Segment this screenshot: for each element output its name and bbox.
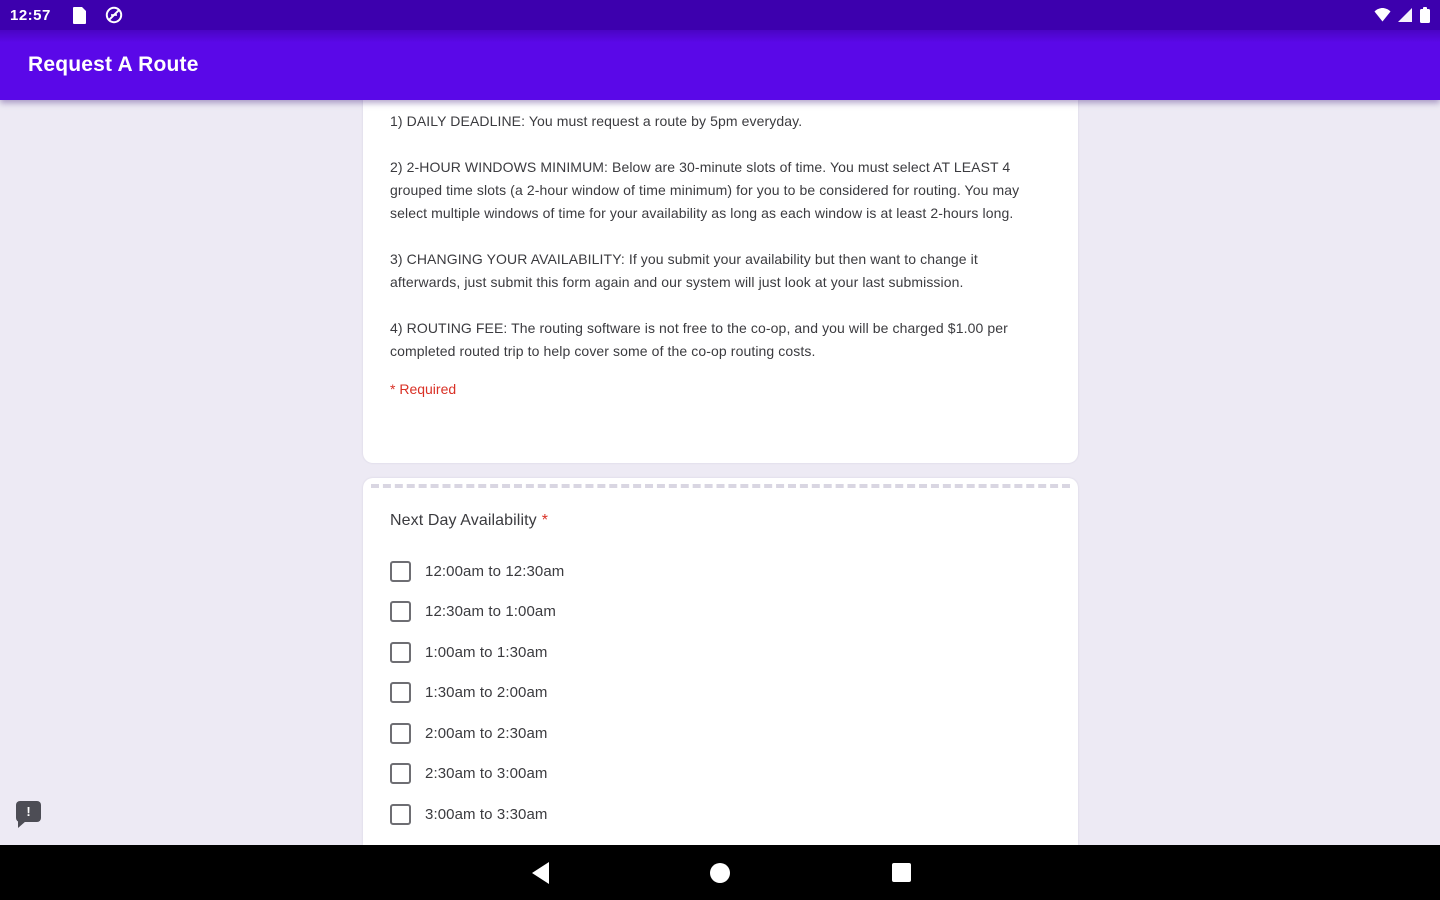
option-row-100am[interactable] xyxy=(390,632,1050,673)
option-label: 1:30am to 2:00am xyxy=(425,684,548,702)
cell-signal-icon xyxy=(1398,8,1413,22)
option-row-130am[interactable] xyxy=(390,673,1050,714)
instruction-changing-availability: 3) CHANGING YOUR AVAILABILITY: If you submit your availability but then want to change it afterwards, just submit this form again and our system will just look at your last submission. xyxy=(390,251,978,290)
blocked-circle-icon xyxy=(105,6,123,24)
checkbox-unchecked-icon[interactable] xyxy=(390,601,411,622)
instruction-daily-deadline: 1) DAILY DEADLINE: You must request a route by 5pm everyday. xyxy=(390,113,803,129)
wifi-icon xyxy=(1374,8,1391,22)
option-label: 12:00am to 12:30am xyxy=(425,562,565,580)
option-row-1200am[interactable] xyxy=(390,551,1050,592)
required-note: * Required xyxy=(390,381,457,397)
checkbox-unchecked-icon[interactable] xyxy=(390,723,411,744)
document-icon xyxy=(73,7,87,24)
status-time: 12:57 xyxy=(10,6,51,24)
question-required-asterisk: * xyxy=(541,512,548,529)
option-row-200am[interactable] xyxy=(390,713,1050,754)
option-label: 12:30am to 1:00am xyxy=(425,603,556,621)
home-circle-icon xyxy=(710,863,730,883)
home-button[interactable] xyxy=(690,845,750,900)
recents-button[interactable] xyxy=(871,845,931,900)
report-abuse-bubble-icon[interactable] xyxy=(16,801,41,822)
question-card xyxy=(363,478,1078,845)
battery-icon xyxy=(1420,7,1430,23)
checkbox-unchecked-icon[interactable] xyxy=(390,682,411,703)
checkbox-unchecked-icon[interactable] xyxy=(390,642,411,663)
option-row-300am[interactable] xyxy=(390,794,1050,835)
question-label: Next Day Availability xyxy=(390,512,537,529)
question-title-row xyxy=(390,512,1050,530)
option-label: 1:00am to 1:30am xyxy=(425,643,548,661)
android-nav-bar xyxy=(0,845,1440,900)
form-scroll-area[interactable] xyxy=(0,100,1440,845)
recents-square-icon xyxy=(892,863,911,882)
option-row-1230am[interactable] xyxy=(390,592,1050,633)
app-title: Request A Route xyxy=(28,53,199,76)
back-triangle-icon xyxy=(532,862,549,884)
status-bar xyxy=(0,0,1440,30)
option-label: 2:30am to 3:00am xyxy=(425,765,548,783)
app-bar xyxy=(0,30,1440,100)
back-button[interactable] xyxy=(510,845,570,900)
checkbox-unchecked-icon[interactable] xyxy=(390,763,411,784)
instruction-two-hour-windows: 2) 2-HOUR WINDOWS MINIMUM: Below are 30-minute slots of time. You must select AT LEAST 4 grouped time slots (a 2-hour window of time minimum) for you to be considered for routing. You may select multiple windows of time for your availability as long as each window is at least 2-hours long. xyxy=(390,159,1020,221)
checkbox-unchecked-icon[interactable] xyxy=(390,561,411,582)
option-label: 3:00am to 3:30am xyxy=(425,805,548,823)
instruction-routing-fee: 4) ROUTING FEE: The routing software is not free to the co-op, and you will be charged $1.00 per completed routed trip to help cover some of the co-op routing costs. xyxy=(390,320,1008,359)
option-label: 2:00am to 2:30am xyxy=(425,724,548,742)
instructions-card xyxy=(363,100,1078,463)
option-row-230am[interactable] xyxy=(390,754,1050,795)
options-list xyxy=(390,551,1050,835)
checkbox-unchecked-icon[interactable] xyxy=(390,804,411,825)
exclamation-glyph: ! xyxy=(26,804,31,819)
